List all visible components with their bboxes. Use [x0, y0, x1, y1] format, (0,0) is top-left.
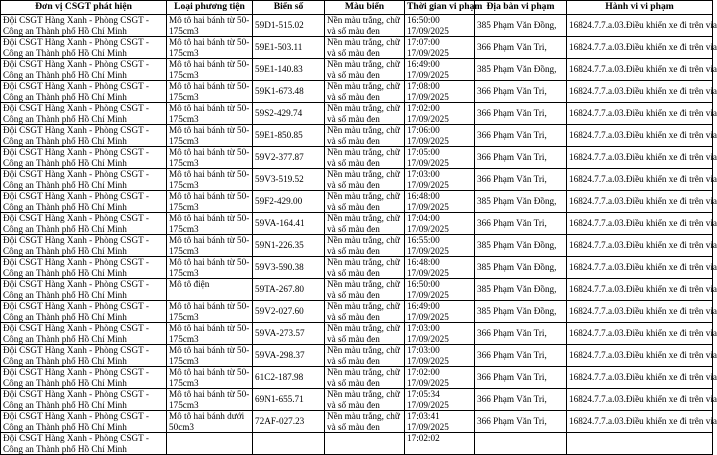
cell-time: 16:55:00 17/09/2025: [405, 235, 475, 257]
cell-location: 366 Phạm Văn Tri,: [475, 37, 567, 59]
table-row: [1, 367, 713, 389]
cell-unit: Đội CSGT Hàng Xanh - Phòng CSGT - Công an Thành phố Hồ Chí Minh: [1, 103, 167, 125]
cell-unit: Đội CSGT Hàng Xanh - Phòng CSGT - Công an Thành phố Hồ Chí Minh: [1, 257, 167, 279]
cell-plate: 59E1-850.85: [253, 125, 325, 147]
cell-plate-color: Nền màu trắng, chữ và số màu đen: [325, 147, 405, 169]
cell-plate: 59TA-267.80: [253, 279, 325, 301]
cell-violation: 16824.7.7.a.03.Điều khiển xe đi trên vỉa: [567, 147, 713, 169]
cell-vehicle-type: Mô tô hai bánh từ 50-175cm3: [167, 169, 253, 191]
cell-unit: Đội CSGT Hàng Xanh - Phòng CSGT - Công an Thành phố Hồ Chí Minh: [1, 169, 167, 191]
cell-location: [475, 433, 567, 455]
cell-plate-color: Nền màu trắng, chữ và số màu đen: [325, 103, 405, 125]
cell-plate-color: Nền màu trắng, chữ và số màu đen: [325, 411, 405, 433]
cell-plate: 59N1-226.35: [253, 235, 325, 257]
cell-violation: 16824.7.7.a.03.Điều khiển xe đi trên vỉa: [567, 169, 713, 191]
cell-plate-color: Nền màu trắng, chữ và số màu đen: [325, 323, 405, 345]
header-violation: Hành vi vi phạm: [567, 1, 713, 15]
cell-vehicle-type: Mô tô hai bánh từ 50-175cm3: [167, 81, 253, 103]
cell-location: 385 Phạm Văn Đồng,: [475, 191, 567, 213]
cell-location: 385 Phạm Văn Đồng,: [475, 257, 567, 279]
table-body: [1, 15, 717, 455]
cell-location: 366 Phạm Văn Tri,: [475, 125, 567, 147]
cell-time: 17:06:00 17/09/2025: [405, 125, 475, 147]
table-row: [1, 191, 713, 213]
cell-unit: Đội CSGT Hàng Xanh - Phòng CSGT - Công an Thành phố Hồ Chí Minh: [1, 213, 167, 235]
cell-location: 366 Phạm Văn Tri,: [475, 147, 567, 169]
cell-plate: 59D1-515.02: [253, 15, 325, 37]
cell-plate-color: Nền màu trắng, chữ và số màu đen: [325, 59, 405, 81]
table-row: [1, 411, 713, 433]
cell-vehicle-type: Mô tô hai bánh từ 50-175cm3: [167, 59, 253, 81]
cell-time: 17:05:34 17/09/2025: [405, 389, 475, 411]
table-row: [1, 301, 713, 323]
table-row: [1, 235, 713, 257]
cell-plate: 59V3-590.38: [253, 257, 325, 279]
cell-unit: Đội CSGT Hàng Xanh - Phòng CSGT - Công an Thành phố Hồ Chí Minh: [1, 279, 167, 301]
table-row: [1, 213, 713, 235]
cell-time: 16:50:00 17/09/2025: [405, 15, 475, 37]
cell-unit: Đội CSGT Hàng Xanh - Phòng CSGT - Công an Thành phố Hồ Chí Minh: [1, 235, 167, 257]
cell-unit: Đội CSGT Hàng Xanh - Phòng CSGT - Công an Thành phố Hồ Chí Minh: [1, 433, 167, 455]
cell-violation: 16824.7.7.a.03.Điều khiển xe đi trên vỉa: [567, 301, 713, 323]
cell-violation: 16824.7.7.a.03.Điều khiển xe đi trên vỉa: [567, 235, 713, 257]
cell-vehicle-type: Mô tô hai bánh dưới 50cm3: [167, 411, 253, 433]
cell-vehicle-type: Mô tô hai bánh từ 50-175cm3: [167, 191, 253, 213]
cell-location: 366 Phạm Văn Tri,: [475, 411, 567, 433]
cell-unit: Đội CSGT Hàng Xanh - Phòng CSGT - Công an Thành phố Hồ Chí Minh: [1, 15, 167, 37]
cell-plate-color: Nền màu trắng, chữ và số màu đen: [325, 169, 405, 191]
cell-vehicle-type: Mô tô điện: [167, 279, 253, 301]
cell-unit: Đội CSGT Hàng Xanh - Phòng CSGT - Công an Thành phố Hồ Chí Minh: [1, 323, 167, 345]
cell-violation: 16824.7.7.a.03.Điều khiển xe đi trên vỉa: [567, 37, 713, 59]
cell-vehicle-type: Mô tô hai bánh từ 50-175cm3: [167, 213, 253, 235]
cell-violation: 16824.7.7.a.03.Điều khiển xe đi trên vỉa: [567, 125, 713, 147]
cell-location: 366 Phạm Văn Tri,: [475, 213, 567, 235]
table-row: [1, 169, 713, 191]
cell-time: 16:49:00 17/09/2025: [405, 59, 475, 81]
cell-violation: 16824.7.7.a.03.Điều khiển xe đi trên vỉa: [567, 257, 713, 279]
cell-plate: 59E1-140.83: [253, 59, 325, 81]
cell-vehicle-type: Mô tô hai bánh từ 50-175cm3: [167, 257, 253, 279]
cell-time: 17:03:00 17/09/2025: [405, 323, 475, 345]
header-time: Thời gian vi phạm: [405, 1, 475, 15]
cell-vehicle-type: Mô tô hai bánh từ 50-175cm3: [167, 147, 253, 169]
cell-vehicle-type: Mô tô hai bánh từ 50-175cm3: [167, 125, 253, 147]
cell-vehicle-type: Mô tô hai bánh từ 50-175cm3: [167, 389, 253, 411]
cell-plate-color: Nền màu trắng, chữ và số màu đen: [325, 367, 405, 389]
cell-vehicle-type: [167, 433, 253, 455]
cell-vehicle-type: Mô tô hai bánh từ 50-175cm3: [167, 235, 253, 257]
cell-plate-color: Nền màu trắng, chữ và số màu đen: [325, 345, 405, 367]
cell-time: 17:02:00 17/09/2025: [405, 367, 475, 389]
table-row: [1, 345, 713, 367]
cell-vehicle-type: Mô tô hai bánh từ 50-175cm3: [167, 37, 253, 59]
cell-unit: Đội CSGT Hàng Xanh - Phòng CSGT - Công an Thành phố Hồ Chí Minh: [1, 301, 167, 323]
cell-unit: Đội CSGT Hàng Xanh - Phòng CSGT - Công an Thành phố Hồ Chí Minh: [1, 147, 167, 169]
cell-violation: 16824.7.7.a.03.Điều khiển xe đi trên vỉa: [567, 279, 713, 301]
cell-violation: 16824.7.7.a.03.Điều khiển xe đi trên vỉa: [567, 389, 713, 411]
cell-violation: 16824.7.7.a.03.Điều khiển xe đi trên vỉa: [567, 103, 713, 125]
cell-unit: Đội CSGT Hàng Xanh - Phòng CSGT - Công an Thành phố Hồ Chí Minh: [1, 367, 167, 389]
cell-plate: 61C2-187.98: [253, 367, 325, 389]
cell-vehicle-type: Mô tô hai bánh từ 50-175cm3: [167, 367, 253, 389]
cell-location: 385 Phạm Văn Đồng,: [475, 301, 567, 323]
cell-location: 366 Phạm Văn Tri,: [475, 345, 567, 367]
header-vehicle-type: Loại phương tiện: [167, 1, 253, 15]
table-row: [1, 59, 713, 81]
cell-plate-color: Nền màu trắng, chữ và số màu đen: [325, 257, 405, 279]
cell-unit: Đội CSGT Hàng Xanh - Phòng CSGT - Công an Thành phố Hồ Chí Minh: [1, 37, 167, 59]
cell-plate: 59E1-503.11: [253, 37, 325, 59]
cell-plate-color: Nền màu trắng, chữ và số màu đen: [325, 125, 405, 147]
cell-plate: 59V2-377.87: [253, 147, 325, 169]
cell-time: 17:08:00 17/09/2025: [405, 81, 475, 103]
cell-vehicle-type: Mô tô hai bánh từ 50-175cm3: [167, 301, 253, 323]
cell-violation: 16824.7.7.a.03.Điều khiển xe đi trên vỉa: [567, 345, 713, 367]
cell-violation: 16824.7.7.a.03.Điều khiển xe đi trên vỉa: [567, 323, 713, 345]
header-location: Địa bàn vi phạm: [475, 1, 567, 15]
cell-plate-color: Nền màu trắng, chữ và số màu đen: [325, 301, 405, 323]
cell-time: 16:49:00 17/09/2025: [405, 301, 475, 323]
cell-plate-color: Nền màu trắng, chữ và số màu đen: [325, 81, 405, 103]
cell-time: 17:05:00 17/09/2025: [405, 147, 475, 169]
table-row: [1, 323, 713, 345]
cell-unit: Đội CSGT Hàng Xanh - Phòng CSGT - Công an Thành phố Hồ Chí Minh: [1, 411, 167, 433]
cell-vehicle-type: Mô tô hai bánh từ 50-175cm3: [167, 345, 253, 367]
cell-unit: Đội CSGT Hàng Xanh - Phòng CSGT - Công an Thành phố Hồ Chí Minh: [1, 59, 167, 81]
cell-time: 17:02:00 17/09/2025: [405, 103, 475, 125]
table-row: [1, 15, 713, 37]
cell-plate-color: Nền màu trắng, chữ và số màu đen: [325, 15, 405, 37]
cell-plate-color: Nền màu trắng, chữ và số màu đen: [325, 213, 405, 235]
cell-vehicle-type: Mô tô hai bánh từ 50-175cm3: [167, 15, 253, 37]
cell-plate-color: Nền màu trắng, chữ và số màu đen: [325, 191, 405, 213]
cell-plate: 59F2-429.00: [253, 191, 325, 213]
cell-violation: 16824.7.7.a.03.Điều khiển xe đi trên vỉa: [567, 59, 713, 81]
table-row: [1, 125, 713, 147]
cell-unit: Đội CSGT Hàng Xanh - Phòng CSGT - Công an Thành phố Hồ Chí Minh: [1, 125, 167, 147]
table-row: [1, 147, 713, 169]
cell-time: 16:50:00 17/09/2025: [405, 279, 475, 301]
cell-violation: 16824.7.7.a.03.Điều khiển xe đi trên vỉa: [567, 213, 713, 235]
cell-plate: 59S2-429.74: [253, 103, 325, 125]
header-unit: Đơn vị CSGT phát hiện: [1, 1, 167, 15]
table-row: [1, 389, 713, 411]
cell-plate: 59VA-273.57: [253, 323, 325, 345]
cell-violation: [567, 433, 713, 455]
cell-time: 16:48:00 17/09/2025: [405, 257, 475, 279]
table-row: [1, 279, 713, 301]
table-row: [1, 37, 713, 59]
cell-time: 17:03:00 17/09/2025: [405, 345, 475, 367]
header-plate: Biển số: [253, 1, 325, 15]
cell-location: 366 Phạm Văn Tri,: [475, 389, 567, 411]
table-row: [1, 103, 713, 125]
cell-location: 385 Phạm Văn Đồng,: [475, 235, 567, 257]
cell-time: 17:03:00 17/09/2025: [405, 169, 475, 191]
header-plate-color: Màu biển: [325, 1, 405, 15]
cell-location: 366 Phạm Văn Tri,: [475, 81, 567, 103]
cell-plate-color: [325, 433, 405, 455]
cell-time: 16:48:00 17/09/2025: [405, 191, 475, 213]
cell-vehicle-type: Mô tô hai bánh từ 50-175cm3: [167, 103, 253, 125]
cell-time: 17:03:41 17/09/2025: [405, 411, 475, 433]
cell-time: 17:07:00 17/09/2025: [405, 37, 475, 59]
cell-time: 17:02:02: [405, 433, 475, 455]
cell-violation: 16824.7.7.a.03.Điều khiển xe đi trên vỉa: [567, 191, 713, 213]
cell-plate: 69N1-655.71: [253, 389, 325, 411]
cell-location: 385 Phạm Văn Đồng,: [475, 59, 567, 81]
cell-violation: 16824.7.7.a.03.Điều khiển xe đi trên vỉa: [567, 411, 713, 433]
cell-unit: Đội CSGT Hàng Xanh - Phòng CSGT - Công an Thành phố Hồ Chí Minh: [1, 81, 167, 103]
cell-location: 366 Phạm Văn Tri,: [475, 367, 567, 389]
table-row: [1, 257, 713, 279]
cell-location: 366 Phạm Văn Tri,: [475, 103, 567, 125]
cell-unit: Đội CSGT Hàng Xanh - Phòng CSGT - Công an Thành phố Hồ Chí Minh: [1, 389, 167, 411]
cell-vehicle-type: Mô tô hai bánh từ 50-175cm3: [167, 323, 253, 345]
cell-plate: 72AF-027.23: [253, 411, 325, 433]
table-row: [1, 433, 713, 455]
cell-plate: 59V3-519.52: [253, 169, 325, 191]
cell-time: 17:04:00 17/09/2025: [405, 213, 475, 235]
cell-unit: Đội CSGT Hàng Xanh - Phòng CSGT - Công an Thành phố Hồ Chí Minh: [1, 191, 167, 213]
cell-unit: Đội CSGT Hàng Xanh - Phòng CSGT - Công an Thành phố Hồ Chí Minh: [1, 345, 167, 367]
cell-plate: 59VA-298.37: [253, 345, 325, 367]
header-row: [1, 1, 713, 15]
cell-plate: [253, 433, 325, 455]
cell-location: 385 Phạm Văn Đồng,: [475, 15, 567, 37]
cell-location: 366 Phạm Văn Tri,: [475, 169, 567, 191]
cell-plate-color: Nền màu trắng, chữ và số màu đen: [325, 279, 405, 301]
cell-plate: 59K1-673.48: [253, 81, 325, 103]
cell-plate-color: Nền màu trắng, chữ và số màu đen: [325, 37, 405, 59]
cell-violation: 16824.7.7.a.03.Điều khiển xe đi trên vỉa: [567, 15, 713, 37]
cell-violation: 16824.7.7.a.03.Điều khiển xe đi trên vỉa: [567, 367, 713, 389]
cell-location: 366 Phạm Văn Tri,: [475, 323, 567, 345]
cell-plate: 59VA-164.41: [253, 213, 325, 235]
cell-plate-color: Nền màu trắng, chữ và số màu đen: [325, 389, 405, 411]
table-row: [1, 81, 713, 103]
cell-plate: 59V2-027.60: [253, 301, 325, 323]
cell-violation: 16824.7.7.a.03.Điều khiển xe đi trên vỉa: [567, 81, 713, 103]
cell-plate-color: Nền màu trắng, chữ và số màu đen: [325, 235, 405, 257]
cell-location: 385 Phạm Văn Đồng,: [475, 279, 567, 301]
